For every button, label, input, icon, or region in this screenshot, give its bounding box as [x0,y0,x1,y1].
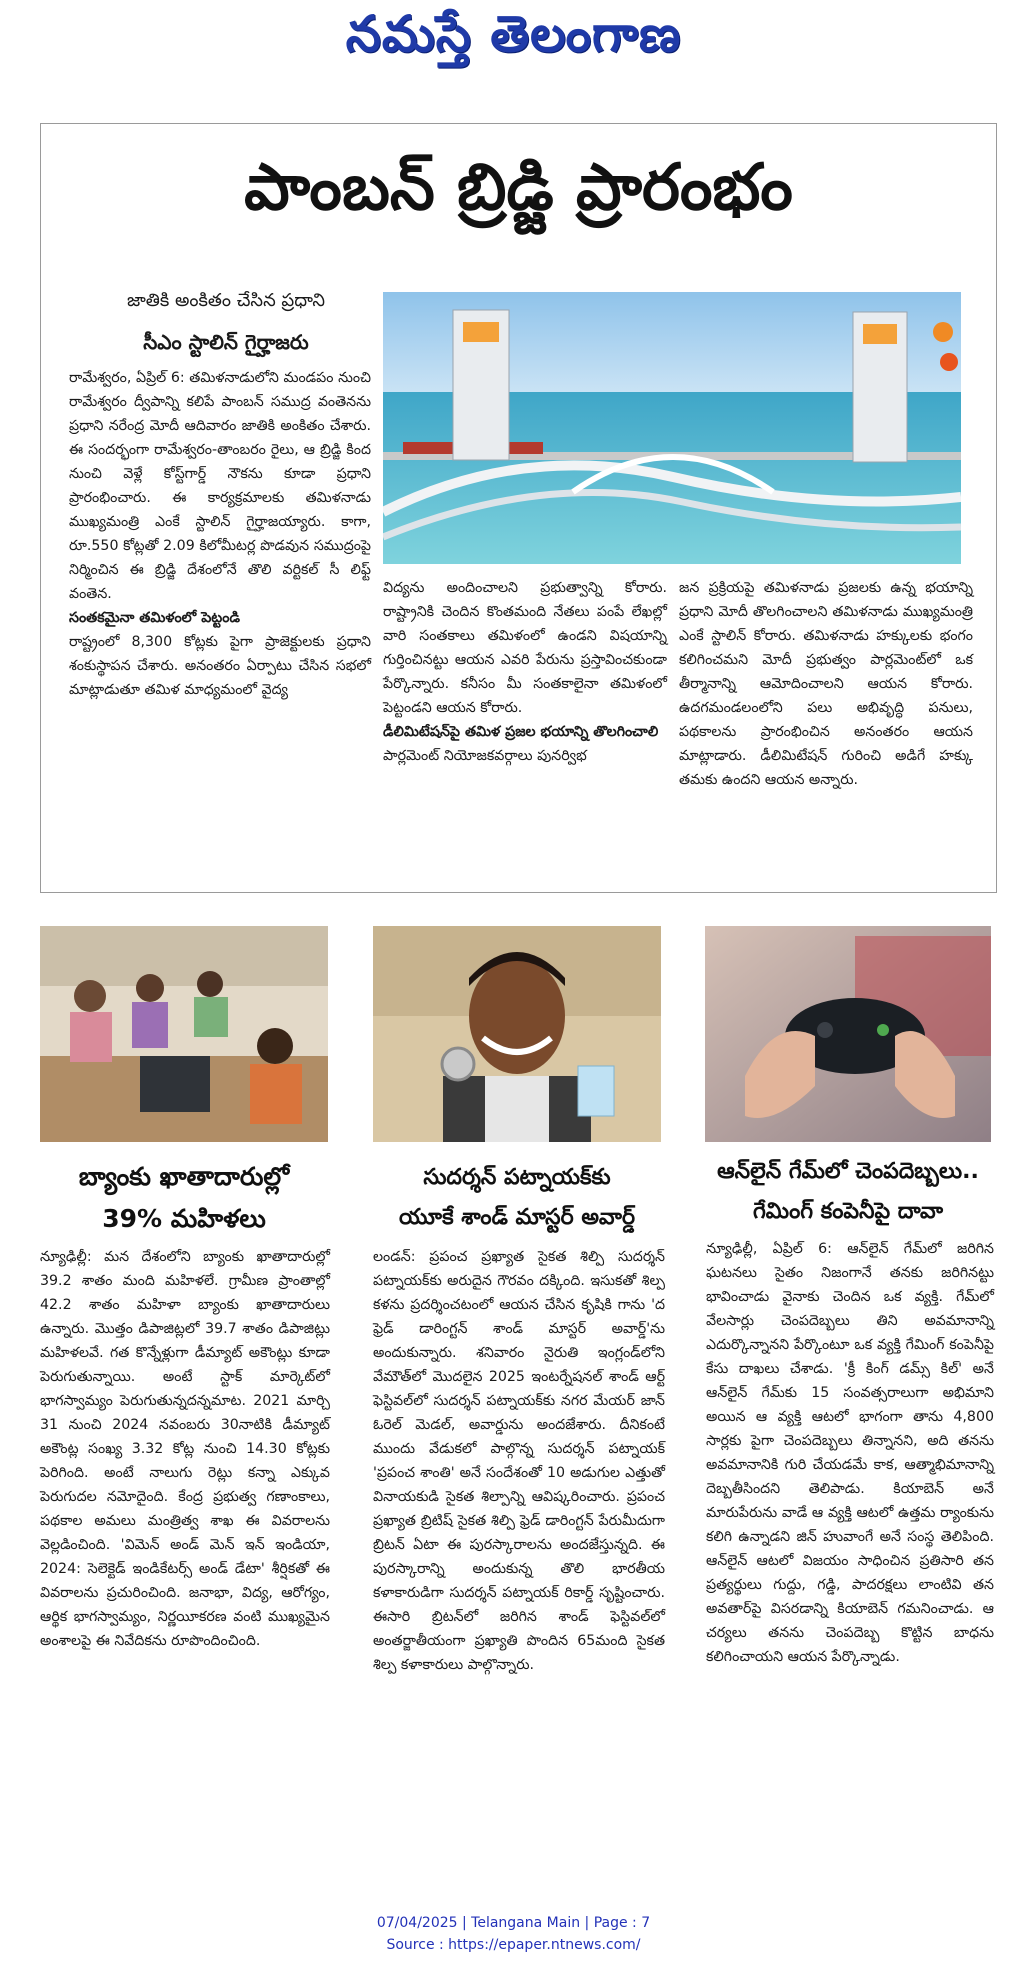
lead-col1-para: రామేశ్వరం, ఏప్రిల్ 6: తమిళనాడులోని మండపం నుంచి రామేశ్వరం ద్వీపాన్ని కలిపే పాంబన్ సముద్ర వంతెనను ప్రధాని నరేంద్ర మోదీ ఆదివారం జాతికి అంకితం చేశారు. ఈ సందర్భంగా రామేశ్వరం-తాంబరం రైలు, ఆ బ్రిడ్జి కింద నుంచి వెళ్లే కోస్ట్‌గార్డ్ నౌకను కూడా ప్రధాని ప్రారంభించారు. ఈ కార్యక్రమాలకు తమిళనాడు ముఖ్యమంత్రి ఎంకే స్టాలిన్ గైర్హాజయ్యారు. కాగా, రూ.550 కోట్లతో 2.09 కిలోమీటర్ల పొడవున సముద్రంపై నిర్మించిన ఈ బ్రిడ్జి దేశంలోనే తొలి వర్టికల్ సీ లిఫ్ట్ వంతెన. [69,370,371,602]
story-1-headline-line-1: బ్యాంకు ఖాతాదారుల్లో [78,1162,290,1191]
masthead-logo: నమస్తే తెలంగాణ [345,4,682,63]
footer-date-edition: 07/04/2025 | Telangana Main | Page : 7 [376,1915,651,1931]
lead-story [40,123,997,893]
lead-headline: పాంబన్ బ్రిడ్జి ప్రారంభం [244,151,793,225]
story-2-headline [365,1158,669,1238]
story-3-text: న్యూఢిల్లీ, ఏప్రిల్ 6: ఆన్‌లైన్ గేమ్‌లో జరిగిన ఘటనలు సైతం నిజంగానే తనకు జరిగినట్టు భావించాడు వైనాకు చెందిన ఒక వ్యక్తి. గేమ్‌లో వేలసార్లు చెంపదెబ్బలు తిని అవమానాన్ని ఎదుర్కొన్నానని పేర్కొంటూ ఒక వ్యక్తి గేమింగ్ కంపెనీపై కేసు దాఖలు చేశాడు. 'క్రీ కింగ్ డమ్స్ కిల్' అనే ఆన్‌లైన్ గేమ్‌కు 15 సంవత్సరాలుగా అభిమాని అయిన ఆ వ్యక్తి ఆటలో భాగంగా తాను 4,800 సార్లకు పైగా చెంపదెబ్బలు తిన్నానని, అది తనను అవమానానికి గురి చేయడమే కాక, ఆత్మాభిమానాన్ని దెబ్బతీసిందని తెలిపాడు. కియాబెన్ అనే మారుపేరును వాడే ఆ వ్యక్తి ఆటలో ఉత్తమ ర్యాంకును కలిగి ఉన్నాడని జిన్ హువాంగే అనే సంస్థ తెలిపింది. ఆన్‌లైన్ ఆటలో విజయం సాధించిన ప్రతిసారి తన ప్రత్యర్థులు గుద్దు, గడ్డి, పాదరక్షలు లాంటివి తన అవతార్‌పై విసరడాన్ని కియాబెన్ గమనించాడు. ఆ చర్యలు తనను చెంపదెబ్బ కొట్టిన బాధను కలిగించాయని ఆయన పేర్కొన్నాడు. [706,1241,994,1665]
story-2-headline-line-2: యూకే శాండ్ మాస్టర్ అవార్డ్ [398,1205,636,1230]
story-1-headline-line-2: 39% మహిళలు [102,1204,266,1233]
lead-col2-subhead: డీలిమిటేషన్‌పై తమిళ ప్రజల భయాన్ని తొలగించాలి [383,724,659,740]
story-3-headline [700,1152,996,1232]
lead-col1-para: రాష్ట్రంలో 8,300 కోట్లకు పైగా ప్రాజెక్టులకు ప్రధాని శంకుస్థాపన చేశారు. అనంతరం ఏర్పాటు చేసిన సభలో మాట్లాడుతూ తమిళ మాధ్యమంలో వైద్య [69,634,371,698]
story-3-body [706,1237,994,1669]
story-1-text: న్యూఢిల్లీ: మన దేశంలోని బ్యాంకు ఖాతాదారుల్లో 39.2 శాతం మంది మహిళలే. గ్రామీణ ప్రాంతాల్లో 42.2 శాతం మహిళా బ్యాంకు ఖాతాదారులు ఉన్నారు. మొత్తం డిపాజిట్లలో 39.7 శాతం డిపాజిట్లు మహిళలవే. గత కొన్నేళ్లుగా డీమ్యాట్ అకౌంట్లు కూడా పెరుగుతున్నాయి. అంటే స్టాక్ మార్కెట్‌లో భాగస్వామ్యం పెరుగుతున్నదన్నమాట. 2021 మార్చి 31 నుంచి 2024 నవంబరు 30నాటికి డీమ్యాట్ అకౌంట్ల సంఖ్య 3.32 కోట్ల నుంచి 14.30 కోట్లకు పెరిగింది. అంటే నాలుగు రెట్లు కన్నా ఎక్కువ పెరుగుదల నమోదైంది. కేంద్ర ప్రభుత్వ గణాంకాలు, పథకాల అమలు మంత్రిత్వ శాఖ ఈ వివరాలను వెల్లడించింది. 'విమెన్ అండ్ మెన్ ఇన్ ఇండియా, 2024: సెలెక్టెడ్ ఇండికేటర్స్ అండ్ డేటా' శీర్షికతో ఈ వివరాలను ప్రచురించింది. జనాభా, విద్య, ఆరోగ్యం, ఆర్థిక భాగస్వామ్యం, నిర్ణయీకరణ వంటి ముఖ్యమైన అంశాలపై ఈ నివేదికను రూపొందించింది. [40,1249,330,1649]
story-1-headline [40,1156,328,1240]
sudarsan-pattnaik-photo [373,926,661,1142]
lead-col1-subhead: సంతకమైనా తమిళంలో పెట్టండి [69,610,240,626]
lead-column-3 [679,576,973,792]
gaming-controller-photo [705,926,991,1142]
story-2-text: లండన్: ప్రపంచ ప్రఖ్యాత సైకత శిల్పి సుదర్శన్ పట్నాయక్‌కు అరుదైన గౌరవం దక్కింది. ఇసుకతో శిల్ప కళను ప్రదర్శించటంలో ఆయన చేసిన కృషికి గాను 'ద ఫ్రెడ్ డారింగ్టన్ శాండ్ మాస్టర్ అవార్డ్'ను అందుకున్నారు. శనివారం నైరుతి ఇంగ్లండ్‌లోని వేమౌత్‌లో మొదలైన 2025 ఇంటర్నేషనల్ శాండ్ ఆర్ట్ ఫెస్టివల్‌లో సుదర్శన్ పట్నాయక్‌కు నగర మేయర్ జాన్ ఓరెల్ మెడల్, అవార్డును అందజేశారు. దీనికంటే ముందు వేడుకలో పాల్గొన్న సుదర్శన్ పట్నాయక్ 'ప్రపంచ శాంతి' అనే సందేశంతో 10 అడుగుల ఎత్తుతో వినాయకుడి సైకత శిల్పాన్ని ఆవిష్కరించారు. ప్రపంచ ప్రఖ్యాత బ్రిటిష్ సైకత శిల్పి ఫ్రెడ్ డారింగ్టన్ పేరుమీదుగా బ్రిటన్ ఏటా ఈ పురస్కారాలను అందజేస్తున్నది. ఈ పురస్కారాన్ని అందుకున్న తొలి భారతీయ కళాకారుడిగా సుదర్శన్ పట్నాయక్ రికార్డ్ సృష్టించారు. ఈసారి బ్రిటన్‌లో జరిగిన శాండ్ ఫెస్టివల్‌లో అంతర్జాతీయంగా ప్రఖ్యాతి పొందిన 65మంది సైకత శిల్ప కళాకారులు పాల్గొన్నారు. [373,1249,665,1673]
lead-col3-para: జన ప్రక్రియపై తమిళనాడు ప్రజలకు ఉన్న భయాన్ని ప్రధాని మోదీ తొలగించాలని తమిళనాడు ముఖ్యమంత్రి ఎంకే స్టాలిన్ కోరారు. తమిళనాడు హక్కులకు భంగం కలిగించమని మోదీ ప్రభుత్వం పార్లమెంట్‌లో ఒక తీర్మానాన్ని ఆమోదించాలని ఆయన కోరారు. ఉదగమండలంలోని పలు అభివృద్ధి పనులు, పథకాలను ప్రారంభించిన అనంతరం ఆయన మాట్లాడారు. డీలిమిటేషన్ గురించి అడిగే హక్కు తమకు ఉందని ఆయన అన్నారు. [679,580,973,788]
lead-col2-para: పార్లమెంట్ నియోజకవర్గాలు పునర్విభ [383,748,587,764]
lead-col2-para: విద్యను అందించాలని ప్రభుత్వాన్ని కోరారు. రాష్ట్రానికి చెందిన కొంతమంది నేతలు పంపే లేఖల్లో వారి సంతకాలు తమిళంలో ఉండని విషయాన్ని గుర్తించినట్టు ఆయన ఎవరి పేరును ప్రస్తావించకుండా పేర్కొన్నారు. కనీసం మీ సంతకాలైనా తమిళంలో పెట్టండని ఆయన కోరారు. [383,580,667,716]
lead-kicker: సీఎం స్టాలిన్ గైర్హాజరు [143,330,309,354]
story-3-headline-line-1: ఆన్‌లైన్ గేమ్‌లో చెంపదెబ్బలు.. [717,1159,979,1184]
story-2-headline-line-1: సుదర్శన్ పట్నాయక్‌కు [423,1165,611,1190]
masthead [0,0,1027,80]
bank-office-photo [40,926,328,1142]
lead-subheadline: జాతికి అంకితం చేసిన ప్రధాని [126,290,326,311]
story-1-body [40,1245,330,1653]
story-3-headline-line-2: గేమింగ్ కంపెనీపై దావా [752,1199,944,1224]
story-2-body [373,1245,665,1677]
pamban-bridge-photo [383,292,961,564]
lead-column-1 [69,366,371,702]
page-footer [0,1912,1027,1956]
lead-column-2 [383,576,667,768]
footer-source-link[interactable]: Source : https://epaper.ntnews.com/ [386,1937,641,1953]
